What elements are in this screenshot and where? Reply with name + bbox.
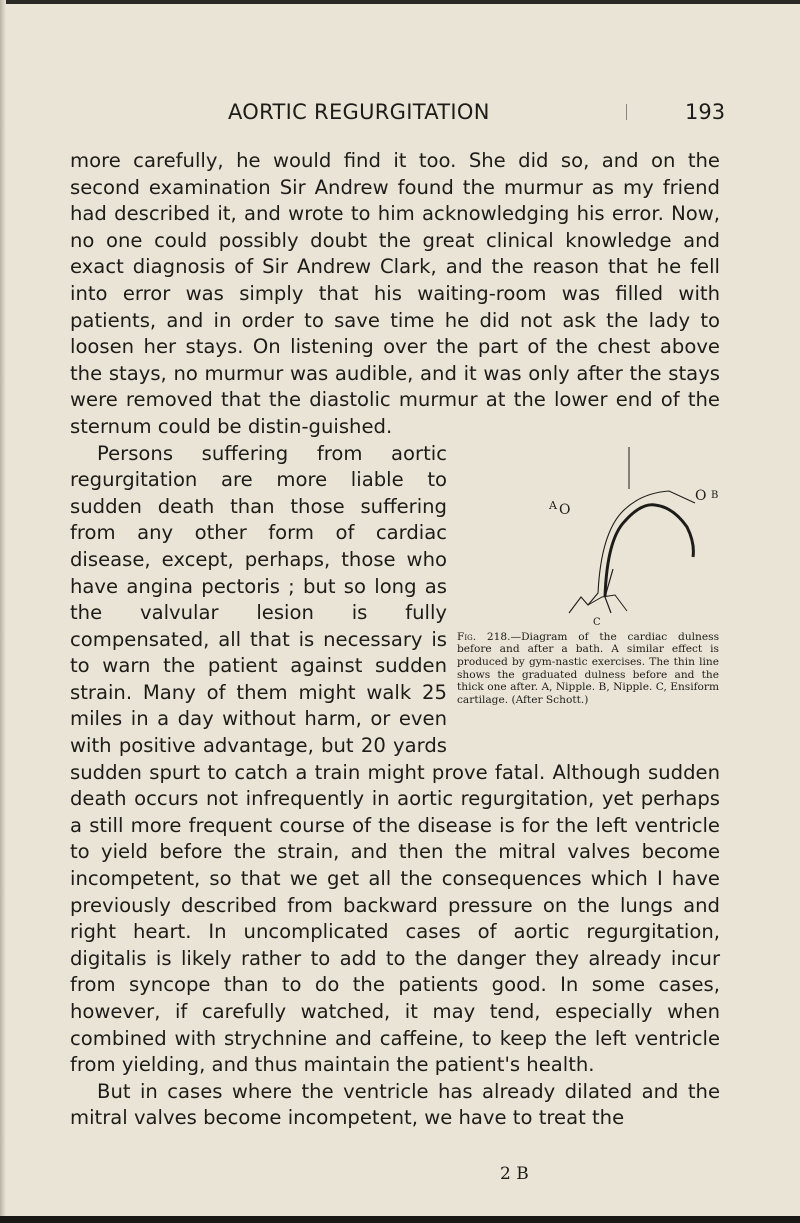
top-edge-shadow: [0, 0, 800, 4]
paragraph-1: more carefully, he would find it too. She did so, and on the second examination Sir Andrew found the murmur as my friend had described it, and wrote to him acknowledging his error. Now, no one could possibly doubt the great clinical knowledge and exact diagnosis of Sir Andrew Clark, and the reason that he fell into error was simply that his waiting-room was filled with patients, and in order to save time he did not ask the lady to loosen her stays. On listening over the part of the chest above the stays, no murmur was audible, and it was only after the stays were removed that the diastolic murmur at the lower end of the sternum could be distin-guished.: [70, 149, 720, 438]
figure-218: [455, 447, 720, 742]
header-rule-mark: [626, 104, 627, 120]
figure-caption: [457, 631, 719, 707]
body-text: [70, 148, 720, 1132]
page-number: 193: [685, 100, 726, 124]
cardiac-dulness-diagram: [455, 447, 720, 629]
paragraph-2: [70, 441, 720, 1079]
nipple-marker-a: O: [559, 501, 571, 518]
figure-caption-text: —Diagram of the cardiac dulness before and after a bath. A similar effect is produced by gym-nastic exercises. The thin line shows the graduated dulness before and the thick one after. A, Nipple. B, Nipple. C, Ensiform cartilage. (After Schott.): [457, 630, 719, 707]
thick-dulness-line: [605, 504, 693, 596]
label-c: C: [593, 616, 601, 628]
binding-edge-shadow: [0, 0, 6, 1223]
nipple-marker-b: O: [695, 487, 707, 504]
page-header: [0, 100, 800, 130]
figure-caption-label: Fig. 218.: [457, 630, 511, 643]
bottom-edge-shadow: [0, 1216, 800, 1223]
running-head: AORTIC REGURGITATION: [228, 100, 490, 124]
thin-dulness-line: [569, 491, 695, 613]
label-b: B: [711, 489, 719, 501]
paragraph-3: But in cases where the ventricle has already dilated and the mitral valves become incompetent, we have to treat the: [70, 1079, 720, 1130]
label-a: A: [549, 498, 557, 512]
signature-mark: 2 B: [500, 1164, 529, 1184]
paragraph-2-text: Persons suffering from aortic regurgitation are more liable to sudden death than those suffering from any other form of cardiac disease, except, perhaps, those who have angina pectoris ; but so long as the valvular lesion is fully compensated, all that is necessary is to warn the patient against sudden strain. Many of them might walk 25 miles in a day without harm, or even with positive advantage, but 20 yards sudden spurt to catch a train might prove fatal. Although sudden death occurs not infrequently in aortic regurgitation, yet perhaps a still more frequent course of the disease is for the left ventricle to yield before the strain, and then the mitral valves become incompetent, so that we get all the consequences which I have previously described from backward pressure on the lungs and right heart. In uncomplicated cases of aortic regurgitation, digitalis is likely rather to add to the danger they already incur from syncope than to do the patients good. In some cases, however, if carefully watched, it may tend, especially when combined with strychnine and caffeine, to keep the left ventricle from yielding, and thus maintain the patient's health.: [70, 441, 720, 1077]
